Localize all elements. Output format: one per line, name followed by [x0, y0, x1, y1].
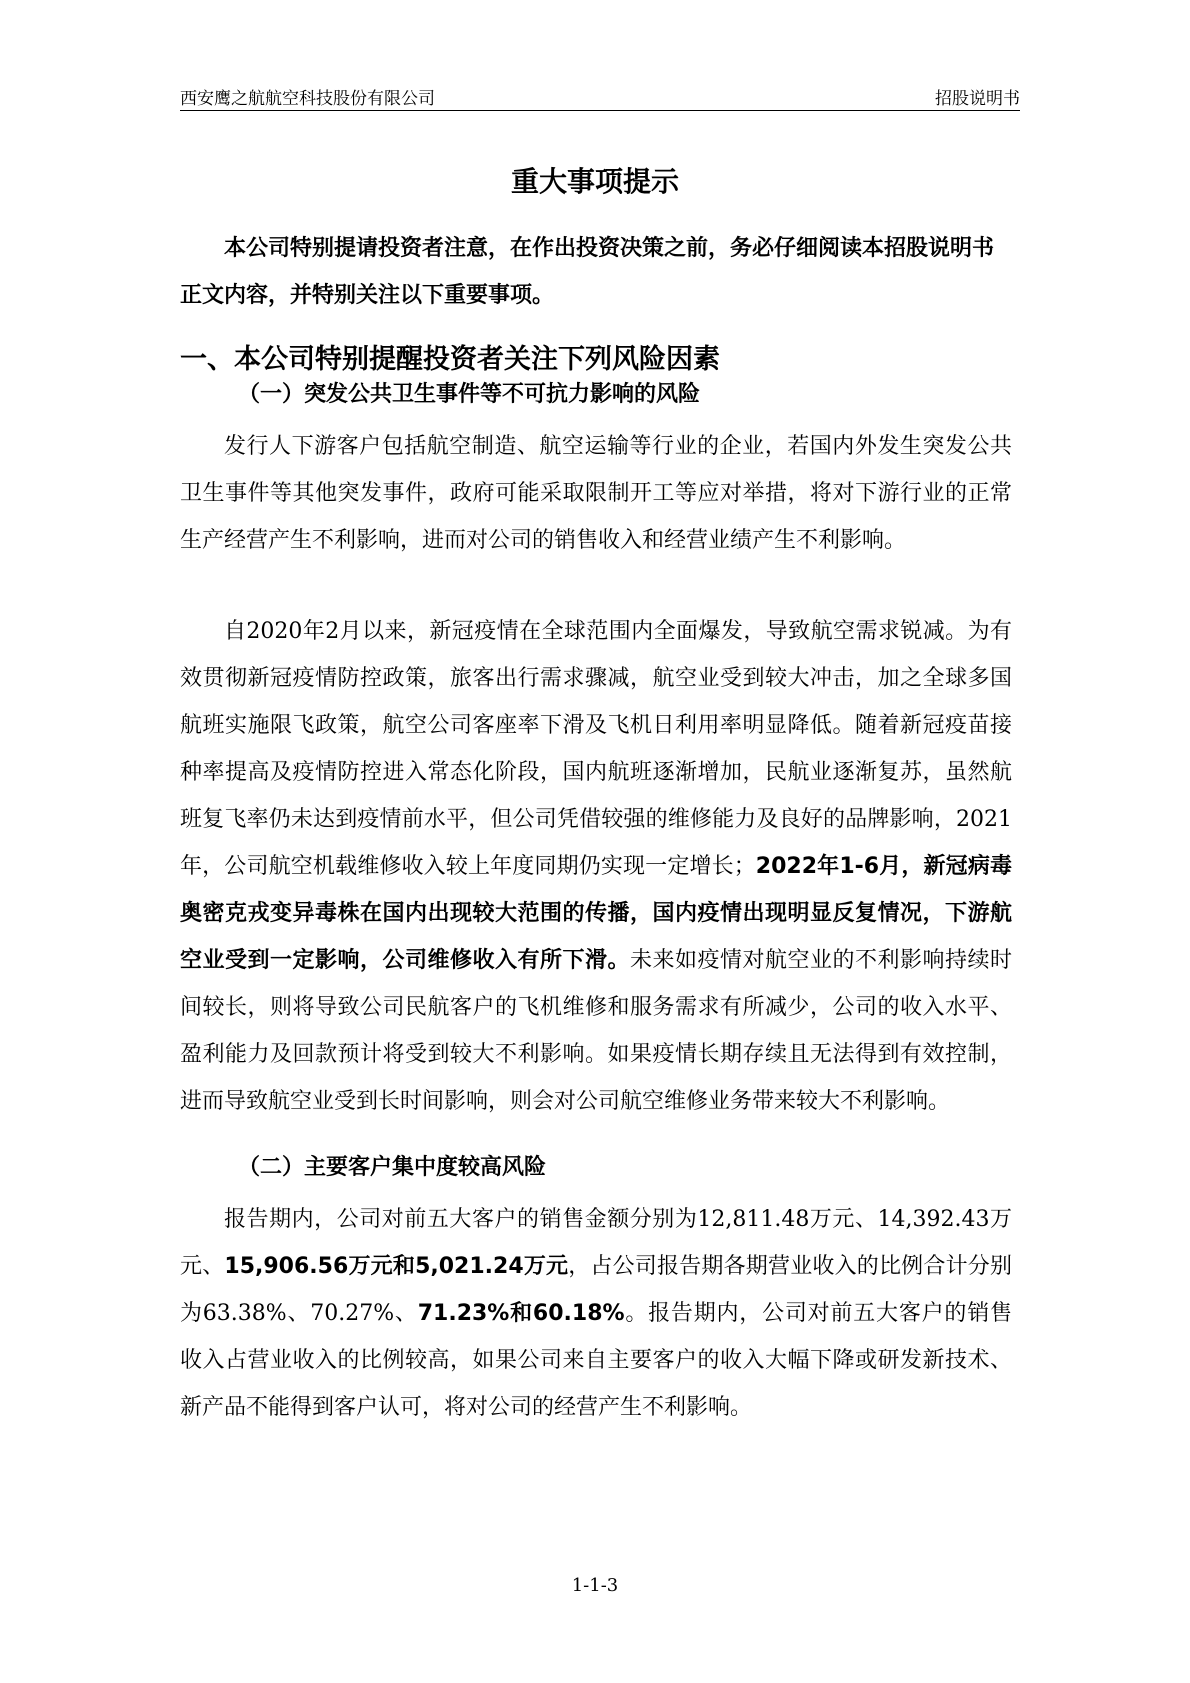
subsection-heading-customer-concentration: （二）主要客户集中度较高风险: [238, 1155, 547, 1180]
paragraph-covid-impact: [180, 608, 1012, 1125]
concentration-text-a: 报告期内，公司对前五大客户的销售金额分别为12,811.48万元、14,392.43万元、: [180, 1207, 1012, 1279]
page-title: 重大事项提示: [510, 165, 679, 198]
concentration-text-c: ，占公司报告期各期营业收入的比例合计分别为63.38%、70.27%、: [180, 1254, 1012, 1326]
covid-text-a: 自2020年2月以来，新冠疫情在全球范围内全面爆发，导致航空需求锐减。为有效贯彻新冠疫情防控政策，旅客出行需求骤减，航空业受到较大冲击，加之全球多国航班实施限飞政策，航空公司客座率下滑及飞机日利用率明显降低。随着新冠疫苗接种率提高及疫情防控进入常态化阶段，国内航班逐渐增加，民航业逐渐复苏，虽然航班复飞率仍未达到疫情前水平，但公司凭借较强的维修能力及良好的品牌影响，2021年，公司航空机载维修收入较上年度同期仍实现一定增长；: [180, 619, 1012, 879]
section-heading-risks: 一、本公司特别提醒投资者关注下列风险因素: [180, 344, 720, 375]
paragraph-customer-concentration: [180, 1196, 1012, 1431]
concentration-ratios-bold: 71.23%和60.18%: [417, 1301, 625, 1326]
page-header: [180, 80, 1020, 111]
concentration-text-e: 。报告期内，公司对前五大客户的销售收入占营业收入的比例较高，如果公司来自主要客户的收入大幅下降或研发新技术、新产品不能得到客户认可，将对公司的经营产生不利影响。: [180, 1301, 1012, 1420]
subsection-heading-force-majeure: （一）突发公共卫生事件等不可抗力影响的风险: [238, 382, 701, 407]
covid-text-bold: 2022年1-6月，新冠病毒奥密克戎变异毒株在国内出现较大范围的传播，国内疫情出现明显反复情况，下游航空业受到一定影响，公司维修收入有所下滑。: [180, 854, 1012, 973]
intro-notice: 本公司特别提请投资者注意，在作出投资决策之前，务必仔细阅读本招股说明书正文内容，并特别关注以下重要事项。: [180, 236, 995, 308]
covid-text-c: 未来如疫情对航空业的不利影响持续时间较长，则将导致公司民航客户的飞机维修和服务需求有所减少，公司的收入水平、盈利能力及回款预计将受到较大不利影响。如果疫情长期存续且无法得到有效控制，进而导致航空业受到长时间影响，则会对公司航空维修业务带来较大不利影响。: [180, 948, 1012, 1114]
header-company: 西安鹰之航航空科技股份有限公司: [180, 89, 435, 109]
concentration-amounts-bold: 15,906.56万元和5,021.24万元: [224, 1254, 569, 1279]
page-number: 1-1-3: [571, 1575, 619, 1596]
paragraph-force-majeure: 发行人下游客户包括航空制造、航空运输等行业的企业，若国内外发生突发公共卫生事件等其他突发事件，政府可能采取限制开工等应对举措，将对下游行业的正常生产经营产生不利影响，进而对公司的销售收入和经营业绩产生不利影响。: [180, 434, 1012, 553]
header-doc-type: 招股说明书: [935, 89, 1020, 109]
